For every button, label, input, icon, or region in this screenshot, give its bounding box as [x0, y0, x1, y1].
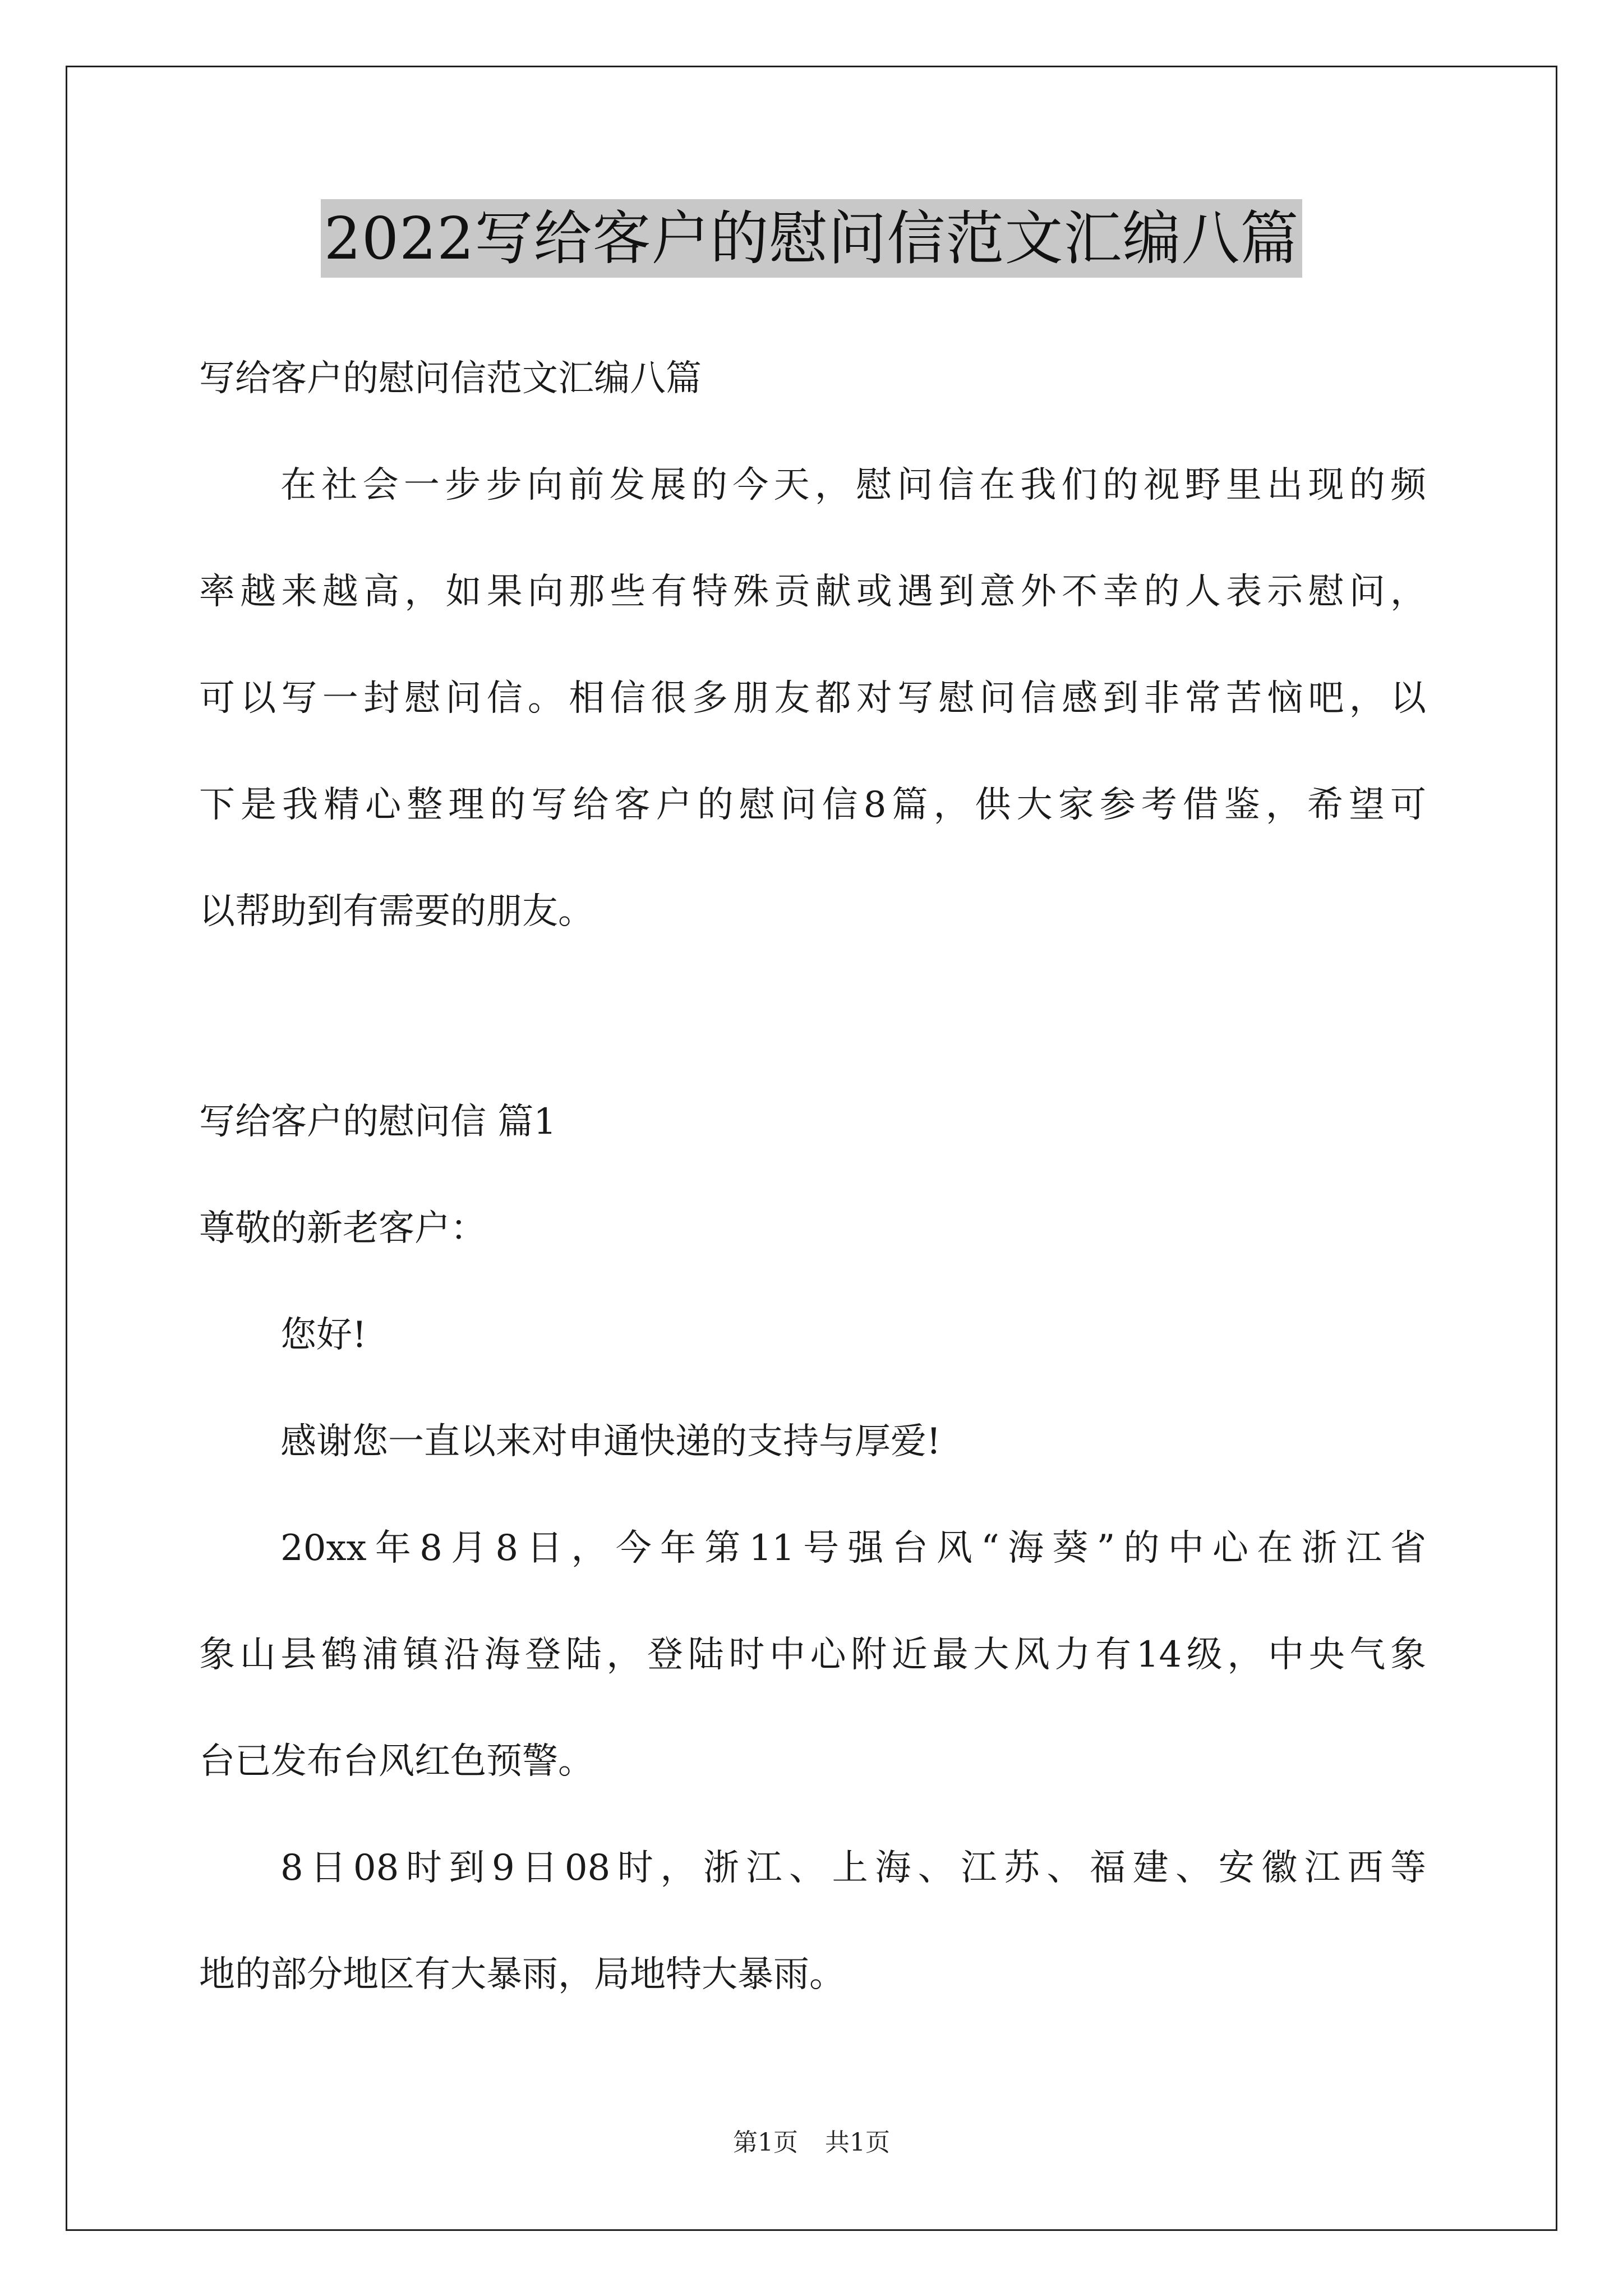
intro-line-5: 以帮助到有需要的朋友。 [199, 891, 594, 932]
intro-line-3: 可以写一封慰问信。相信很多朋友都对写慰问信感到非常苦恼吧，以 [199, 678, 1426, 719]
body-line-3: 台已发布台风红色预警。 [199, 1741, 594, 1782]
intro-line-4: 下是我精心整理的写给客户的慰问信8篇，供大家参考借鉴，希望可 [199, 784, 1426, 826]
title-container [0, 199, 1623, 278]
intro-line-1: 在社会一步步向前发展的今天，慰问信在我们的视野里出现的频 [280, 464, 1426, 506]
page-total: 共1页 [825, 2128, 890, 2157]
greeting: 您好! [280, 1314, 367, 1356]
page-current: 第1页 [733, 2128, 798, 2157]
page-footer [0, 2126, 1623, 2160]
body-line-4: 8日08时到9日08时，浙江、上海、江苏、福建、安徽江西等 [280, 1847, 1426, 1889]
body-line-2: 象山县鹤浦镇沿海登陆，登陆时中心附近最大风力有14级，中央气象 [199, 1634, 1426, 1676]
salutation: 尊敬的新老客户： [199, 1208, 486, 1249]
subtitle-line: 写给客户的慰问信范文汇编八篇 [199, 358, 702, 399]
thanks-line: 感谢您一直以来对申通快递的支持与厚爱! [280, 1421, 941, 1462]
body-line-5: 地的部分地区有大暴雨，局地特大暴雨。 [199, 1954, 845, 1995]
intro-line-2: 率越来越高，如果向那些有特殊贡献或遇到意外不幸的人表示慰问， [199, 571, 1426, 613]
document-title: 2022写给客户的慰问信范文汇编八篇 [321, 199, 1303, 278]
section-heading: 写给客户的慰问信 篇1 [199, 1101, 557, 1143]
body-line-1: 20xx年8月8日，今年第11号强台风“海葵”的中心在浙江省 [280, 1527, 1426, 1569]
